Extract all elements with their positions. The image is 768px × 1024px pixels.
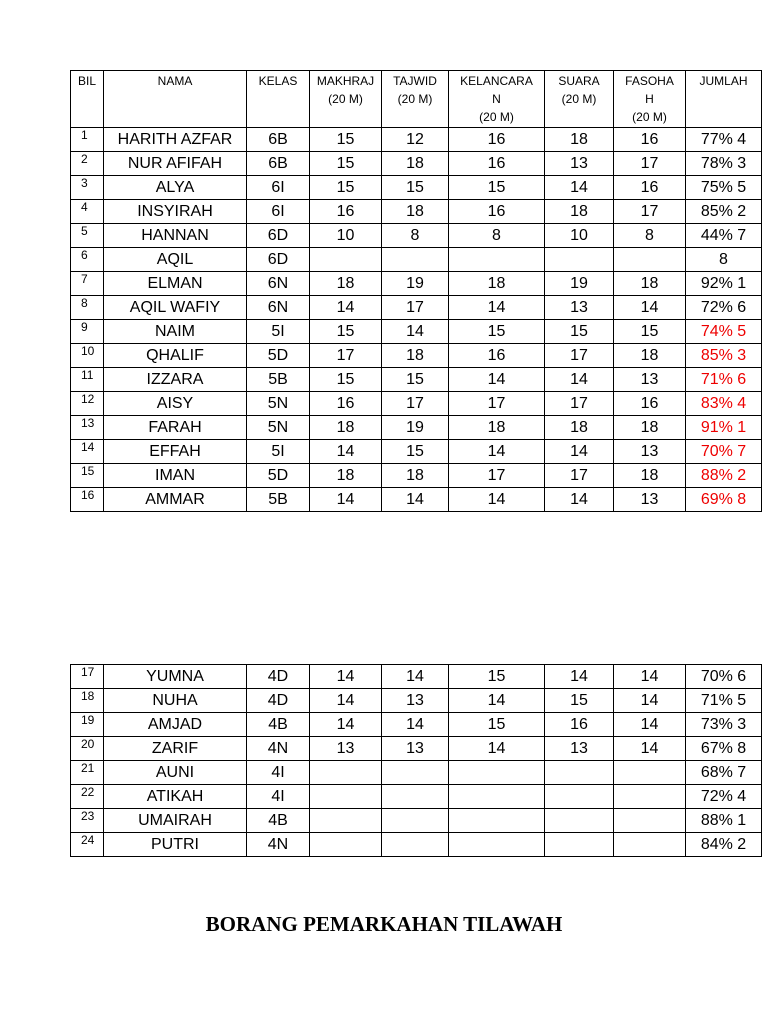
- cell-kelancaran: 16: [449, 344, 545, 368]
- cell-kelas: 6N: [247, 296, 310, 320]
- table-2-body: [71, 665, 762, 857]
- cell-fasohah: 18: [614, 416, 686, 440]
- cell-jumlah: 72% 4: [686, 785, 762, 809]
- cell-fasohah: [614, 833, 686, 857]
- cell-fasohah: 14: [614, 713, 686, 737]
- cell-nama: HANNAN: [104, 224, 247, 248]
- cell-nama: EFFAH: [104, 440, 247, 464]
- cell-makhraj: 14: [310, 665, 382, 689]
- cell-bil: 23: [71, 809, 104, 833]
- cell-fasohah: [614, 809, 686, 833]
- cell-bil: 2: [71, 152, 104, 176]
- table-row: [71, 416, 762, 440]
- score-table-2: [70, 664, 762, 857]
- cell-jumlah: 44% 7: [686, 224, 762, 248]
- cell-makhraj: [310, 785, 382, 809]
- cell-jumlah: 85% 3: [686, 344, 762, 368]
- cell-jumlah: 8: [686, 248, 762, 272]
- header-kelancaran-line2: N: [492, 92, 501, 106]
- cell-kelas: 4I: [247, 761, 310, 785]
- cell-tajwid: 13: [382, 737, 449, 761]
- header-tajwid: [382, 71, 449, 128]
- table-row: [71, 761, 762, 785]
- cell-kelas: 5N: [247, 416, 310, 440]
- cell-tajwid: 14: [382, 713, 449, 737]
- header-tajwid-line2: (20 M): [397, 92, 433, 106]
- cell-kelancaran: 14: [449, 440, 545, 464]
- cell-makhraj: [310, 248, 382, 272]
- cell-makhraj: 16: [310, 200, 382, 224]
- cell-bil: 9: [71, 320, 104, 344]
- cell-jumlah: 70% 7: [686, 440, 762, 464]
- table-row: [71, 785, 762, 809]
- table-row: [71, 665, 762, 689]
- cell-suara: 16: [545, 713, 614, 737]
- cell-suara: [545, 761, 614, 785]
- cell-suara: 14: [545, 368, 614, 392]
- header-bil: BIL: [71, 71, 104, 128]
- cell-fasohah: 18: [614, 464, 686, 488]
- cell-bil: 20: [71, 737, 104, 761]
- cell-bil: 22: [71, 785, 104, 809]
- cell-nama: QHALIF: [104, 344, 247, 368]
- cell-suara: 14: [545, 176, 614, 200]
- cell-makhraj: 14: [310, 488, 382, 512]
- cell-bil: 19: [71, 713, 104, 737]
- cell-kelas: 5D: [247, 464, 310, 488]
- cell-fasohah: 13: [614, 488, 686, 512]
- cell-jumlah: 78% 3: [686, 152, 762, 176]
- table-row: [71, 344, 762, 368]
- cell-kelas: 4N: [247, 833, 310, 857]
- cell-nama: AQIL: [104, 248, 247, 272]
- cell-suara: [545, 809, 614, 833]
- cell-fasohah: [614, 248, 686, 272]
- header-suara-line1: SUARA: [558, 74, 600, 88]
- header-jumlah: JUMLAH: [686, 71, 762, 128]
- table-row: [71, 392, 762, 416]
- cell-tajwid: 17: [382, 296, 449, 320]
- table-row: [71, 464, 762, 488]
- cell-kelancaran: [449, 809, 545, 833]
- cell-makhraj: 10: [310, 224, 382, 248]
- cell-jumlah: 83% 4: [686, 392, 762, 416]
- cell-bil: 7: [71, 272, 104, 296]
- cell-bil: 10: [71, 344, 104, 368]
- table-row: [71, 176, 762, 200]
- cell-jumlah: 69% 8: [686, 488, 762, 512]
- cell-kelas: 6N: [247, 272, 310, 296]
- cell-makhraj: 14: [310, 689, 382, 713]
- cell-nama: AUNI: [104, 761, 247, 785]
- header-row: [71, 71, 762, 128]
- table-row: [71, 272, 762, 296]
- cell-tajwid: [382, 761, 449, 785]
- table-row: [71, 224, 762, 248]
- cell-nama: IMAN: [104, 464, 247, 488]
- cell-nama: ATIKAH: [104, 785, 247, 809]
- header-suara-line2: (20 M): [561, 92, 597, 106]
- header-fasohah-line1: FASOHA: [625, 74, 674, 88]
- cell-fasohah: 15: [614, 320, 686, 344]
- cell-suara: 10: [545, 224, 614, 248]
- cell-jumlah: 85% 2: [686, 200, 762, 224]
- header-kelancaran-line3: (20 M): [479, 110, 514, 124]
- cell-nama: PUTRI: [104, 833, 247, 857]
- cell-suara: [545, 785, 614, 809]
- cell-fasohah: 17: [614, 200, 686, 224]
- cell-tajwid: 14: [382, 320, 449, 344]
- cell-makhraj: 18: [310, 464, 382, 488]
- table-row: [71, 713, 762, 737]
- header-makhraj-line1: MAKHRAJ: [316, 74, 375, 88]
- table-row: [71, 128, 762, 152]
- cell-tajwid: 14: [382, 665, 449, 689]
- cell-jumlah: 84% 2: [686, 833, 762, 857]
- cell-kelas: 6D: [247, 248, 310, 272]
- table-row: [71, 248, 762, 272]
- cell-bil: 16: [71, 488, 104, 512]
- cell-tajwid: 12: [382, 128, 449, 152]
- header-suara: [545, 71, 614, 128]
- cell-bil: 3: [71, 176, 104, 200]
- cell-kelancaran: 14: [449, 689, 545, 713]
- cell-jumlah: 88% 2: [686, 464, 762, 488]
- cell-bil: 1: [71, 128, 104, 152]
- cell-kelas: 4N: [247, 737, 310, 761]
- cell-kelas: 4D: [247, 689, 310, 713]
- cell-tajwid: 18: [382, 200, 449, 224]
- cell-kelas: 5I: [247, 440, 310, 464]
- cell-nama: UMAIRAH: [104, 809, 247, 833]
- table-row: [71, 440, 762, 464]
- cell-jumlah: 67% 8: [686, 737, 762, 761]
- header-tajwid-line1: TAJWID: [393, 74, 437, 88]
- header-kelancaran: [449, 71, 545, 128]
- cell-tajwid: 15: [382, 368, 449, 392]
- cell-tajwid: 18: [382, 344, 449, 368]
- cell-makhraj: 18: [310, 416, 382, 440]
- cell-jumlah: 70% 6: [686, 665, 762, 689]
- cell-kelancaran: 14: [449, 488, 545, 512]
- cell-fasohah: [614, 761, 686, 785]
- cell-kelancaran: 16: [449, 200, 545, 224]
- cell-bil: 15: [71, 464, 104, 488]
- cell-bil: 11: [71, 368, 104, 392]
- cell-tajwid: [382, 785, 449, 809]
- cell-makhraj: 15: [310, 320, 382, 344]
- cell-bil: 5: [71, 224, 104, 248]
- cell-suara: 14: [545, 488, 614, 512]
- cell-tajwid: [382, 248, 449, 272]
- header-makhraj: [310, 71, 382, 128]
- cell-makhraj: 14: [310, 296, 382, 320]
- cell-kelancaran: 17: [449, 392, 545, 416]
- cell-kelas: 6B: [247, 128, 310, 152]
- cell-nama: ALYA: [104, 176, 247, 200]
- cell-tajwid: 13: [382, 689, 449, 713]
- header-kelas: KELAS: [247, 71, 310, 128]
- cell-makhraj: [310, 761, 382, 785]
- cell-nama: AMMAR: [104, 488, 247, 512]
- cell-kelancaran: 15: [449, 665, 545, 689]
- cell-bil: 18: [71, 689, 104, 713]
- cell-makhraj: 18: [310, 272, 382, 296]
- table-row: [71, 833, 762, 857]
- cell-tajwid: [382, 833, 449, 857]
- cell-fasohah: 18: [614, 272, 686, 296]
- cell-nama: ELMAN: [104, 272, 247, 296]
- cell-kelas: 5D: [247, 344, 310, 368]
- cell-kelancaran: 16: [449, 128, 545, 152]
- cell-makhraj: 15: [310, 176, 382, 200]
- cell-jumlah: 77% 4: [686, 128, 762, 152]
- cell-kelas: 5B: [247, 488, 310, 512]
- cell-fasohah: 13: [614, 440, 686, 464]
- cell-suara: [545, 833, 614, 857]
- page-title: BORANG PEMARKAHAN TILAWAH: [205, 912, 563, 936]
- cell-tajwid: 15: [382, 440, 449, 464]
- cell-jumlah: 75% 5: [686, 176, 762, 200]
- cell-kelancaran: 14: [449, 296, 545, 320]
- header-kelancaran-line1: KELANCARA: [460, 74, 533, 88]
- cell-fasohah: 18: [614, 344, 686, 368]
- table-1-body: [71, 128, 762, 512]
- table-row: [71, 809, 762, 833]
- cell-tajwid: 19: [382, 272, 449, 296]
- cell-kelancaran: 18: [449, 416, 545, 440]
- cell-tajwid: 8: [382, 224, 449, 248]
- cell-bil: 6: [71, 248, 104, 272]
- cell-suara: 14: [545, 440, 614, 464]
- cell-makhraj: 16: [310, 392, 382, 416]
- cell-bil: 13: [71, 416, 104, 440]
- cell-suara: 13: [545, 296, 614, 320]
- cell-fasohah: [614, 785, 686, 809]
- cell-bil: 8: [71, 296, 104, 320]
- table-row: [71, 200, 762, 224]
- cell-nama: IZZARA: [104, 368, 247, 392]
- cell-tajwid: [382, 809, 449, 833]
- cell-nama: AQIL WAFIY: [104, 296, 247, 320]
- header-nama: NAMA: [104, 71, 247, 128]
- cell-kelancaran: 15: [449, 713, 545, 737]
- cell-nama: FARAH: [104, 416, 247, 440]
- cell-jumlah: 74% 5: [686, 320, 762, 344]
- cell-jumlah: 71% 5: [686, 689, 762, 713]
- cell-makhraj: 14: [310, 713, 382, 737]
- cell-bil: 14: [71, 440, 104, 464]
- table-row: [71, 488, 762, 512]
- cell-kelas: 4B: [247, 809, 310, 833]
- cell-suara: 18: [545, 416, 614, 440]
- cell-makhraj: 17: [310, 344, 382, 368]
- cell-bil: 24: [71, 833, 104, 857]
- cell-kelas: 4B: [247, 713, 310, 737]
- header-makhraj-line2: (20 M): [328, 92, 363, 106]
- table-row: [71, 689, 762, 713]
- table-row: [71, 737, 762, 761]
- cell-kelancaran: 8: [449, 224, 545, 248]
- cell-kelancaran: 18: [449, 272, 545, 296]
- cell-kelancaran: 16: [449, 152, 545, 176]
- cell-nama: AMJAD: [104, 713, 247, 737]
- cell-makhraj: [310, 833, 382, 857]
- cell-suara: 15: [545, 320, 614, 344]
- cell-tajwid: 18: [382, 464, 449, 488]
- cell-jumlah: 71% 6: [686, 368, 762, 392]
- cell-bil: 4: [71, 200, 104, 224]
- cell-bil: 12: [71, 392, 104, 416]
- cell-nama: AISY: [104, 392, 247, 416]
- table-row: [71, 320, 762, 344]
- cell-suara: 13: [545, 737, 614, 761]
- cell-suara: 19: [545, 272, 614, 296]
- cell-fasohah: 14: [614, 689, 686, 713]
- cell-suara: [545, 248, 614, 272]
- header-fasohah-line2: H: [645, 92, 654, 106]
- cell-tajwid: 14: [382, 488, 449, 512]
- header-fasohah: [614, 71, 686, 128]
- cell-fasohah: 16: [614, 392, 686, 416]
- cell-nama: HARITH AZFAR: [104, 128, 247, 152]
- cell-nama: NAIM: [104, 320, 247, 344]
- cell-suara: 18: [545, 128, 614, 152]
- cell-kelas: 6B: [247, 152, 310, 176]
- cell-nama: NUR AFIFAH: [104, 152, 247, 176]
- cell-tajwid: 18: [382, 152, 449, 176]
- cell-kelancaran: [449, 833, 545, 857]
- cell-kelas: 4D: [247, 665, 310, 689]
- cell-nama: ZARIF: [104, 737, 247, 761]
- cell-makhraj: 15: [310, 368, 382, 392]
- cell-fasohah: 16: [614, 128, 686, 152]
- cell-jumlah: 68% 7: [686, 761, 762, 785]
- cell-makhraj: 15: [310, 152, 382, 176]
- cell-kelas: 4I: [247, 785, 310, 809]
- cell-fasohah: 16: [614, 176, 686, 200]
- cell-nama: NUHA: [104, 689, 247, 713]
- cell-kelancaran: [449, 248, 545, 272]
- cell-bil: 21: [71, 761, 104, 785]
- cell-kelas: 6I: [247, 176, 310, 200]
- cell-jumlah: 91% 1: [686, 416, 762, 440]
- cell-makhraj: 15: [310, 128, 382, 152]
- cell-suara: 17: [545, 344, 614, 368]
- cell-suara: 17: [545, 464, 614, 488]
- table-row: [71, 296, 762, 320]
- cell-suara: 18: [545, 200, 614, 224]
- cell-suara: 13: [545, 152, 614, 176]
- cell-tajwid: 17: [382, 392, 449, 416]
- cell-bil: 17: [71, 665, 104, 689]
- header-fasohah-line3: (20 M): [632, 110, 667, 124]
- score-table-1: [70, 70, 762, 512]
- cell-nama: YUMNA: [104, 665, 247, 689]
- cell-fasohah: 8: [614, 224, 686, 248]
- cell-fasohah: 14: [614, 737, 686, 761]
- cell-jumlah: 88% 1: [686, 809, 762, 833]
- cell-jumlah: 72% 6: [686, 296, 762, 320]
- cell-fasohah: 13: [614, 368, 686, 392]
- cell-kelancaran: 14: [449, 737, 545, 761]
- cell-suara: 17: [545, 392, 614, 416]
- cell-kelancaran: 14: [449, 368, 545, 392]
- cell-kelas: 6D: [247, 224, 310, 248]
- cell-kelancaran: [449, 785, 545, 809]
- cell-makhraj: 13: [310, 737, 382, 761]
- table-row: [71, 368, 762, 392]
- cell-kelancaran: 15: [449, 320, 545, 344]
- cell-jumlah: 92% 1: [686, 272, 762, 296]
- cell-kelas: 5N: [247, 392, 310, 416]
- cell-kelancaran: 17: [449, 464, 545, 488]
- table-row: [71, 152, 762, 176]
- cell-suara: 15: [545, 689, 614, 713]
- cell-fasohah: 14: [614, 665, 686, 689]
- cell-kelancaran: [449, 761, 545, 785]
- cell-kelas: 5B: [247, 368, 310, 392]
- cell-kelas: 5I: [247, 320, 310, 344]
- cell-fasohah: 17: [614, 152, 686, 176]
- cell-fasohah: 14: [614, 296, 686, 320]
- cell-tajwid: 15: [382, 176, 449, 200]
- cell-makhraj: 14: [310, 440, 382, 464]
- cell-suara: 14: [545, 665, 614, 689]
- cell-kelancaran: 15: [449, 176, 545, 200]
- cell-jumlah: 73% 3: [686, 713, 762, 737]
- cell-nama: INSYIRAH: [104, 200, 247, 224]
- cell-tajwid: 19: [382, 416, 449, 440]
- cell-makhraj: [310, 809, 382, 833]
- cell-kelas: 6I: [247, 200, 310, 224]
